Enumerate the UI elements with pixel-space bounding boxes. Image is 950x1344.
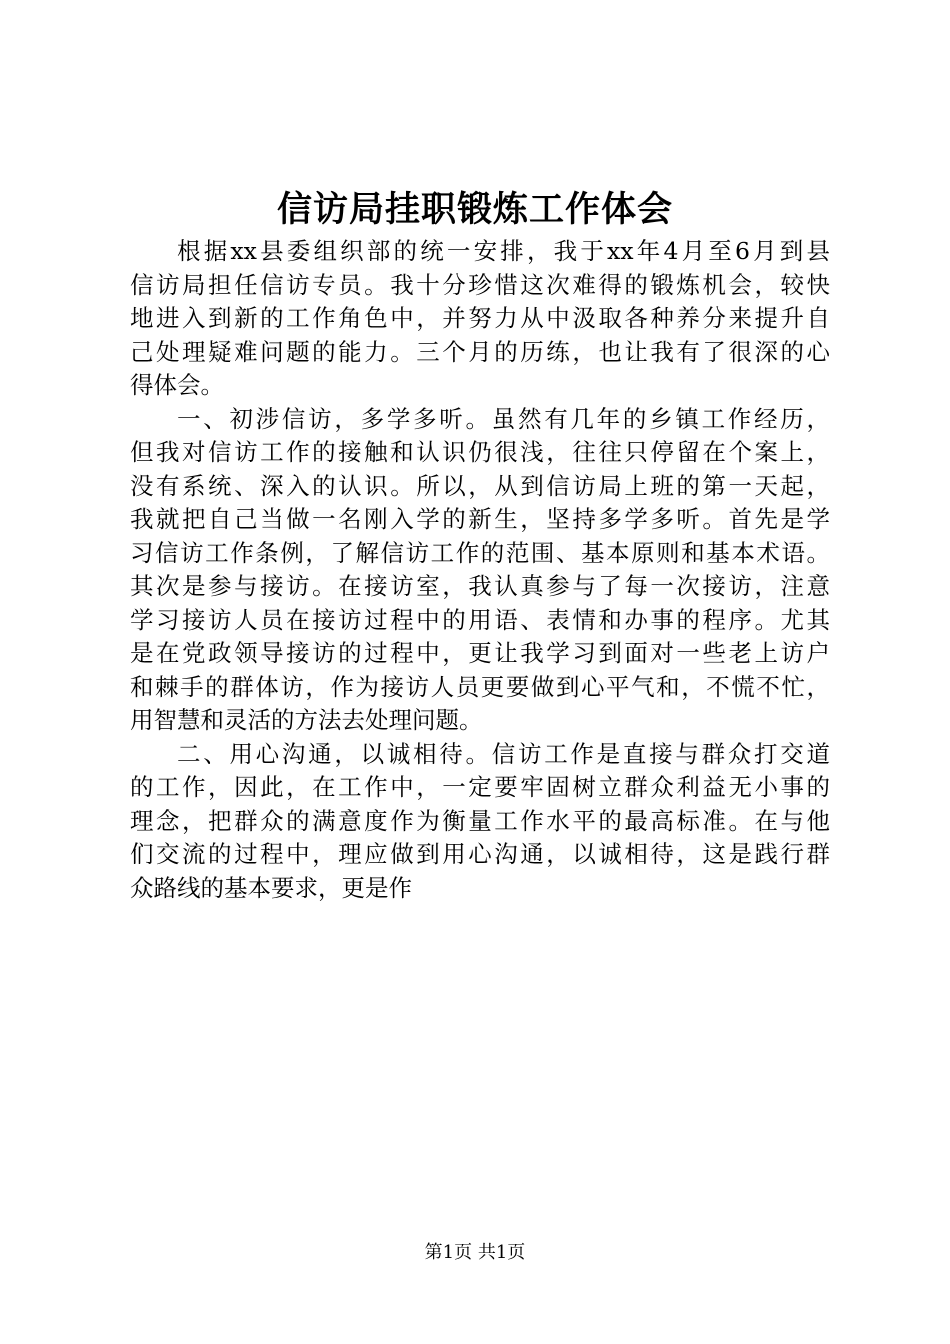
- text-line: 习信访工作条例，了解信访工作的范围、基本原则和基本术语。: [130, 538, 830, 567]
- document-body: [130, 235, 830, 905]
- text-line: 和棘手的群体访，作为接访人员更要做到心平气和，不慌不忙，: [130, 672, 830, 701]
- page-footer: 第1页 共1页: [424, 1242, 526, 1263]
- text-line: 地进入到新的工作角色中，并努力从中汲取各种养分来提升自: [130, 304, 830, 332]
- text-line: 信访局担任信访专员。我十分珍惜这次难得的锻炼机会，较快: [130, 270, 830, 299]
- text-line: 是在党政领导接访的过程中，更让我学习到面对一些老上访户: [130, 639, 830, 667]
- text-line: 的工作，因此，在工作中，一定要牢固树立群众利益无小事的: [130, 773, 830, 801]
- text-line: 二、用心沟通，以诚相待。信访工作是直接与群众打交道: [177, 739, 830, 768]
- text-line: 根据xx县委组织部的统一安排，我于xx年4月至6月到县: [177, 237, 830, 265]
- text-line: 己处理疑难问题的能力。三个月的历练，也让我有了很深的心: [130, 337, 830, 366]
- text-line: 其次是参与接访。在接访室，我认真参与了每一次接访，注意: [130, 572, 830, 600]
- text-line: 得体会。: [130, 371, 224, 399]
- text-line: 我就把自己当做一名刚入学的新生，坚持多学多听。首先是学: [130, 505, 830, 533]
- text-line: 没有系统、深入的认识。所以，从到信访局上班的第一天起，: [130, 471, 830, 500]
- page-title: 信访局挂职锻炼工作体会: [276, 189, 673, 230]
- text-line: 用智慧和灵活的方法去处理问题。: [130, 706, 483, 734]
- text-line: 们交流的过程中，理应做到用心沟通，以诚相待，这是践行群: [130, 840, 830, 868]
- text-line: 一、初涉信访，多学多听。虽然有几年的乡镇工作经历，: [177, 404, 830, 433]
- text-line: 但我对信访工作的接触和认识仍很浅，往往只停留在个案上，: [130, 438, 830, 466]
- text-line: 理念，把群众的满意度作为衡量工作水平的最高标准。在与他: [130, 806, 830, 835]
- text-line: 众路线的基本要求，更是作: [130, 873, 412, 902]
- text-line: 学习接访人员在接访过程中的用语、表情和办事的程序。尤其: [130, 605, 830, 634]
